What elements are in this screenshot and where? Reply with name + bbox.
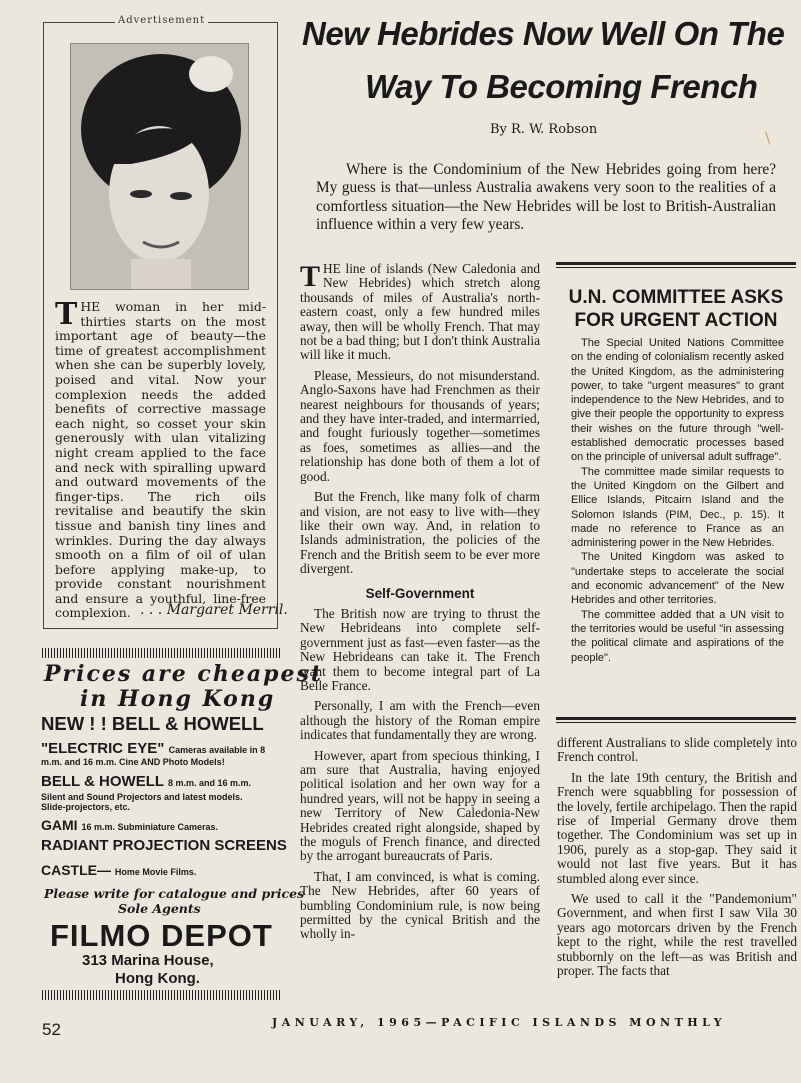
filmo-hong-kong: in Hong Kong (80, 686, 276, 712)
un-committee-column (571, 336, 784, 665)
ad-signature: . . . Margaret Merril. (140, 602, 288, 618)
advertisement-label: Advertisement (115, 15, 208, 26)
page-footer: JANUARY, 1965—PACIFIC ISLANDS MONTHLY (272, 1016, 727, 1029)
article-headline-line2: Way To Becoming French (365, 68, 758, 105)
col1-paragraph-4: The British now are trying to thrust the New Hebrideans into complete self-government just as fast—even faster—as the New Hebrideans can take it. The French want them to become integral part of La Belle France. (300, 605, 540, 693)
col1-paragraph-3: But the French, like many folk of charm and vision, are not easy to live with—they like their own way. And, in relation to Islands administration, the policies of the French and the British seem to be ever more divergent. (300, 489, 540, 577)
article-byline: By R. W. Robson (490, 122, 598, 137)
col1-paragraph-2: Please, Messieurs, do not misunderstand. Anglo-Saxons have had Frenchmen as their nearest neighbours for thousands of years; and they have inter-traded, and intermarried, and fought furiously together—sometimes as foes, sometimes as allies—and the relationship has done both of them a lot of good. (300, 367, 540, 484)
gami-note: 16 m.m. Subminiature Cameras. (81, 822, 219, 832)
bell-howell-title: BELL & HOWELL (41, 773, 164, 790)
box-rule-bottom-thin (556, 722, 796, 723)
box-rule-top (556, 262, 796, 265)
bell-howell-details (41, 792, 243, 812)
col1-paragraph-6: However, apart from specious thinking, I am sure that Australia, having enjoyed political isolation and her own way for a hundred years, will not be happy in seeing a new Territory of New Caledonia-New Hebrides created right alongside, shaped by the moguls of French finance, and directed by the arrogant bureaucrats of Paris. (300, 747, 540, 864)
gami-title: GAMI (41, 817, 78, 833)
col3-paragraph-2: In the late 19th century, the British and French were squabbling for possession of the lovely, fertile archipelago. Then the rapid rise of Imperial Germany drove them together. The Condominium was set up in 1906, purely as a stop-gap. They said it would not last five years. But it has stumbled along ever since. (557, 769, 797, 886)
margin-pencil-mark: \ (765, 128, 771, 147)
col1-paragraph-7: That, I am convinced, is what is coming. The New Hebrides, after 60 years of bumbling Condominium rule, is now being permitted by the cynical British and the wholly in- (300, 868, 540, 942)
filmo-bell-howell (41, 773, 251, 790)
un-paragraph-3: The United Kingdom was asked to "undertake steps to accelerate the social and economic advancement" of the New Hebrides and other territories. (571, 551, 784, 607)
filmo-radiant: RADIANT PROJECTION SCREENS (41, 837, 287, 854)
ad-body-text: HE woman in her mid-thirties starts on the most important age of beauty—the time of greatest accomplishment when she can be superbly lovely, poised and vital. Now your complexion needs the added benefits of corrective massage each night, so cosset your skin generously with ulan vitalizing night cream applied to the face and neck with spiralling upward and outward movements of the finger-tips. The rich oils revitalise and beautify the skin tissue and banish tiny lines and wrinkles. During the day always smooth on a film of oil of ulan before applying make-up, to provide constant nourishment and ensure a youthful, line-free complexion. (55, 299, 266, 621)
ad-dropcap: T (55, 297, 78, 332)
filmo-sole-agents: Sole Agents (118, 901, 201, 916)
article-headline-line1: New Hebrides Now Well On The (302, 15, 785, 52)
col3-paragraph-3: We used to call it the "Pandemonium" Government, and when first I saw Vila 30 years ago motorcars driven by the French kept to the right, while the rest travelled stubbornly on the left—as was British and proper. The facts that (557, 891, 797, 979)
bell-howell-note: 8 m.m. and 16 m.m. (167, 778, 251, 788)
filmo-new-bell: NEW ! ! BELL & HOWELL (41, 713, 264, 734)
castle-note: Home Movie Films. (114, 867, 197, 877)
woman-portrait-photo (70, 43, 249, 290)
filmo-write: Please write for catalogue and prices (44, 886, 305, 901)
un-paragraph-4: The committee added that a UN visit to the territories would be useful "in assessing the political climate and aspirations of the people". (571, 608, 784, 664)
castle-title: CASTLE— (41, 862, 111, 878)
article-column-1 (300, 262, 540, 948)
page-number: 52 (42, 1020, 61, 1039)
un-paragraph-2: The committee made similar requests to the United Kingdom on the Gilbert and Ellice Islands, Pitcairn Island and the Solomon Islands (PIM, Dec., p. 15). It made no reference to France as an administering power in the New Hebrides. (571, 465, 784, 550)
box-rule-bottom (556, 717, 796, 720)
filmo-company-name: FILMO DEPOT (50, 918, 273, 953)
filmo-prices: Prices are cheapest (44, 661, 324, 687)
col1-dropcap: T (300, 260, 321, 293)
filmo-electric-eye (41, 740, 265, 757)
bell-howell-line3: Slide-projectors, etc. (41, 802, 131, 812)
col3-paragraph-1: different Australians to slide completely into French control. (557, 735, 797, 765)
decorative-bar-bottom (42, 990, 282, 1000)
subheading-self-government: Self-Government (365, 585, 475, 601)
advertisement-body (55, 297, 266, 621)
box-rule-top-thin (556, 267, 796, 268)
electric-eye-title: "ELECTRIC EYE" (41, 740, 165, 757)
electric-eye-line2: m.m. and 16 m.m. Cine AND Photo Models! (41, 757, 225, 767)
article-intro: Where is the Condominium of the New Hebrides going from here? My guess is that—unless Australia awakens very soon to the realities of a comfortless situation—the New Hebrides will be lost to British-Australian influence within a very few years. (316, 161, 776, 234)
un-paragraph-1: The Special United Nations Committee on the ending of colonialism recently asked the United Kingdom, as the administering power, to take "urgent measures" to grant independence to the New Hebrides, and to give their people the opportunity to express their wishes on the future through "well-established democratic processes based on the principle of universal adult suffrage". (571, 337, 784, 464)
decorative-bar-top (42, 648, 282, 658)
col1-paragraph-5: Personally, I am with the French—even although the history of the Roman empire indicates that fundamentally they are wrong. (300, 698, 540, 743)
un-committee-heading: U.N. COMMITTEE ASKS FOR URGENT ACTION (568, 287, 784, 331)
electric-eye-note: Cameras available in 8 (168, 745, 266, 755)
filmo-gami (41, 817, 218, 833)
col1-p1-text: HE line of islands (New Caledonia and New Hebrides) which stretch along thousands of miles of Australia's north-eastern coast, only a few hundred miles away, then will be wholly French. That may not be a bad thing; but I don't think Australia will like it much. (300, 261, 540, 363)
filmo-castle (41, 862, 196, 878)
filmo-city: Hong Kong. (115, 970, 200, 987)
bell-howell-line2: Silent and Sound Projectors and latest models. (41, 792, 243, 802)
col1-paragraph-1 (300, 262, 540, 363)
filmo-address: 313 Marina House, (82, 952, 214, 969)
article-column-3 (557, 736, 797, 985)
